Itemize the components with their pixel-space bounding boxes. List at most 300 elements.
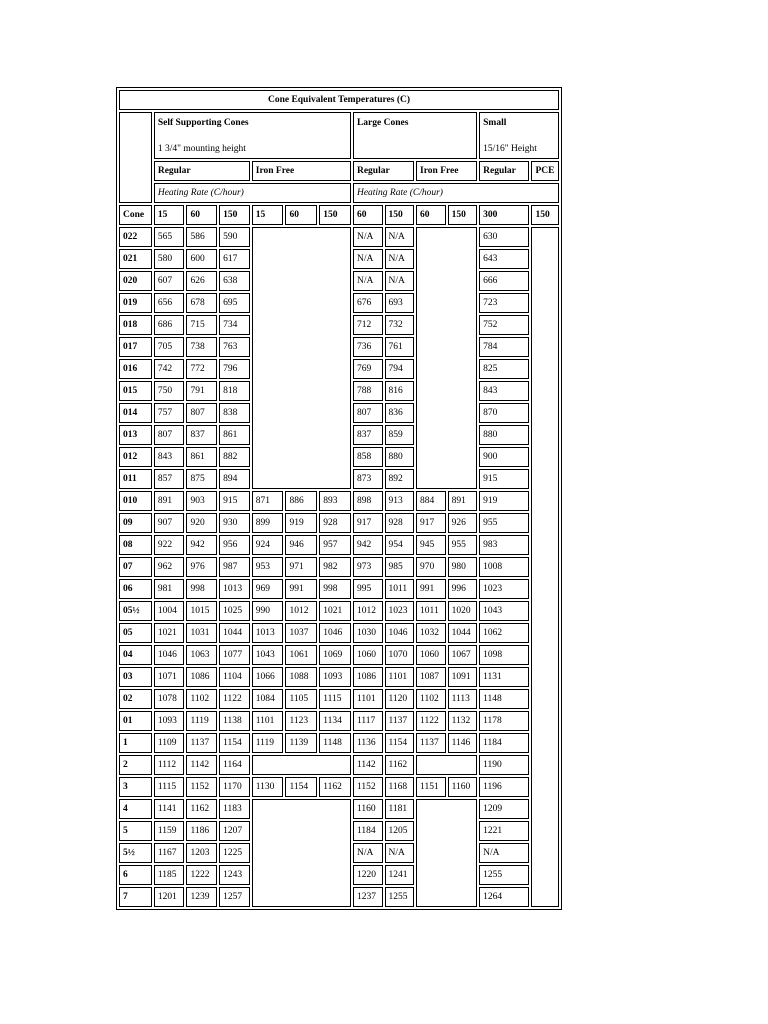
lg-iron-free-value: 891 [448, 491, 478, 511]
lg-iron-free-value: 1146 [448, 733, 478, 753]
cone-number: 017 [119, 337, 152, 357]
table-row [119, 535, 559, 555]
ss-regular-value: 565 [154, 227, 185, 247]
ss-regular-value: 1063 [186, 645, 217, 665]
table-row [119, 579, 559, 599]
table-row [119, 491, 559, 511]
sm-regular-value: 1196 [479, 777, 529, 797]
sm-regular-value: 723 [479, 293, 529, 313]
lg-iron-free-value: 955 [448, 535, 478, 555]
ss-iron-free-value: 899 [252, 513, 284, 533]
sm-regular-value: 1255 [479, 865, 529, 885]
ss-regular-value: 678 [186, 293, 217, 313]
lg-iron-free-value: 884 [416, 491, 446, 511]
cone-number: 08 [119, 535, 152, 555]
ss-regular-value: 1154 [219, 733, 250, 753]
lg-iron-free-value: 1067 [448, 645, 478, 665]
lg-regular-value: 880 [385, 447, 415, 467]
sm-regular-value: 1221 [479, 821, 529, 841]
ss-regular-value: 962 [154, 557, 185, 577]
lg-iron-free-value: 1122 [416, 711, 446, 731]
ss-regular-value: 1170 [219, 777, 250, 797]
lg-regular-value: 1136 [353, 733, 383, 753]
sm-regular-value: 919 [479, 491, 529, 511]
ss-regular-value: 586 [186, 227, 217, 247]
ss-regular-value: 1138 [219, 711, 250, 731]
ss-regular-value: 1142 [186, 755, 217, 775]
sm-regular-value: 1131 [479, 667, 529, 687]
lg-regular-value: 917 [353, 513, 383, 533]
cone-number: 09 [119, 513, 152, 533]
lg-regular-value: 1241 [385, 865, 415, 885]
sm-regular-value: 784 [479, 337, 529, 357]
type-lg-regular: Regular [353, 161, 414, 181]
sm-regular-value: 1184 [479, 733, 529, 753]
rate-header: 150 [319, 205, 351, 225]
table-row [119, 513, 559, 533]
cone-number: 021 [119, 249, 152, 269]
ss-iron-free-value: 886 [285, 491, 317, 511]
lg-iron-free-value: 1020 [448, 601, 478, 621]
ss-regular-value: 837 [186, 425, 217, 445]
lg-regular-value: 1255 [385, 887, 415, 907]
group-small-cones [479, 112, 559, 159]
lg-regular-value: 836 [385, 403, 415, 423]
sm-regular-value: 843 [479, 381, 529, 401]
cone-header-spacer [119, 112, 152, 203]
ss-regular-value: 1077 [219, 645, 250, 665]
ss-regular-value: 1086 [186, 667, 217, 687]
lg-iron-free-value: 917 [416, 513, 446, 533]
ss-regular-value: 942 [186, 535, 217, 555]
ss-iron-free-value: 1046 [319, 623, 351, 643]
table-row [119, 755, 559, 775]
ss-regular-value: 607 [154, 271, 185, 291]
ss-regular-value: 715 [186, 315, 217, 335]
lg-regular-value: 1030 [353, 623, 383, 643]
lg-iron-free-value: 1060 [416, 645, 446, 665]
cone-number: 02 [119, 689, 152, 709]
ss-regular-value: 920 [186, 513, 217, 533]
ss-regular-value: 1071 [154, 667, 185, 687]
sm-regular-value: 1098 [479, 645, 529, 665]
lg-regular-value: 693 [385, 293, 415, 313]
ss-regular-value: 1112 [154, 755, 185, 775]
ss-regular-value: 772 [186, 359, 217, 379]
lg-regular-value: 1237 [353, 887, 383, 907]
cone-number: 01 [119, 711, 152, 731]
ss-regular-value: 1225 [219, 843, 250, 863]
lg-regular-value: 807 [353, 403, 383, 423]
cone-number: 4 [119, 799, 152, 819]
sm-regular-value: 1062 [479, 623, 529, 643]
lg-regular-value: 1137 [385, 711, 415, 731]
ss-iron-free-value: 971 [285, 557, 317, 577]
cone-number: 7 [119, 887, 152, 907]
lg-regular-value: 1117 [353, 711, 383, 731]
ss-regular-value: 1013 [219, 579, 250, 599]
heating-rate-left: Heating Rate (C/hour) [154, 183, 351, 203]
lg-regular-value: 1152 [353, 777, 383, 797]
lg-iron-free-value: 945 [416, 535, 446, 555]
ss-regular-value: 903 [186, 491, 217, 511]
ss-regular-value: 1159 [154, 821, 185, 841]
cone-number: 019 [119, 293, 152, 313]
heating-rate-right: Heating Rate (C/hour) [353, 183, 559, 203]
rate-header: 15 [154, 205, 185, 225]
cone-number: 04 [119, 645, 152, 665]
ss-regular-value: 750 [154, 381, 185, 401]
table-row [119, 227, 559, 247]
ss-iron-free-empty [252, 755, 351, 775]
ss-regular-value: 882 [219, 447, 250, 467]
lg-regular-value: 1181 [385, 799, 415, 819]
lg-regular-value: N/A [385, 227, 415, 247]
ss-regular-value: 1025 [219, 601, 250, 621]
sm-regular-value: N/A [479, 843, 529, 863]
ss-regular-value: 1119 [186, 711, 217, 731]
rate-header: 150 [219, 205, 250, 225]
type-sm-regular: Regular [479, 161, 529, 181]
ss-regular-value: 1004 [154, 601, 185, 621]
lg-regular-value: 712 [353, 315, 383, 335]
ss-iron-free-value: 969 [252, 579, 284, 599]
lg-regular-value: N/A [353, 843, 383, 863]
ss-iron-free-value: 1037 [285, 623, 317, 643]
type-lg-iron-free: Iron Free [416, 161, 477, 181]
ss-regular-value: 915 [219, 491, 250, 511]
ss-iron-free-empty [252, 227, 351, 489]
ss-regular-value: 1239 [186, 887, 217, 907]
sm-regular-value: 666 [479, 271, 529, 291]
ss-iron-free-value: 1069 [319, 645, 351, 665]
rate-header: 60 [285, 205, 317, 225]
ss-regular-value: 875 [186, 469, 217, 489]
cone-number: 022 [119, 227, 152, 247]
ss-regular-value: 1186 [186, 821, 217, 841]
ss-regular-value: 1104 [219, 667, 250, 687]
cone-number: 012 [119, 447, 152, 467]
sm-regular-value: 825 [479, 359, 529, 379]
group-sub: 15/16" Height [483, 144, 537, 154]
ss-regular-value: 1257 [219, 887, 250, 907]
ss-iron-free-value: 1154 [285, 777, 317, 797]
ss-iron-free-value: 1021 [319, 601, 351, 621]
ss-iron-free-empty [252, 799, 351, 907]
ss-regular-value: 656 [154, 293, 185, 313]
lg-regular-value: 1101 [353, 689, 383, 709]
cone-number: 3 [119, 777, 152, 797]
lg-regular-value: N/A [353, 249, 383, 269]
lg-regular-value: 1012 [353, 601, 383, 621]
ss-iron-free-value: 919 [285, 513, 317, 533]
ss-regular-value: 1021 [154, 623, 185, 643]
cone-temperature-table [116, 87, 562, 910]
ss-regular-value: 1141 [154, 799, 185, 819]
rate-header: 300 [479, 205, 529, 225]
cone-number: 2 [119, 755, 152, 775]
rate-header: 60 [416, 205, 446, 225]
lg-regular-value: 1023 [385, 601, 415, 621]
lg-iron-free-empty [416, 227, 477, 489]
ss-regular-value: 838 [219, 403, 250, 423]
sm-regular-value: 1043 [479, 601, 529, 621]
lg-regular-value: 1086 [353, 667, 383, 687]
ss-regular-value: 998 [186, 579, 217, 599]
ss-iron-free-value: 953 [252, 557, 284, 577]
lg-regular-value: N/A [385, 249, 415, 269]
ss-iron-free-value: 1101 [252, 711, 284, 731]
ss-regular-value: 1109 [154, 733, 185, 753]
group-sub: 1 3/4" mounting height [157, 144, 246, 154]
lg-regular-value: 837 [353, 425, 383, 445]
table-row [119, 799, 559, 819]
ss-regular-value: 763 [219, 337, 250, 357]
lg-regular-value: 761 [385, 337, 415, 357]
sm-regular-value: 1264 [479, 887, 529, 907]
lg-regular-value: 1046 [385, 623, 415, 643]
lg-iron-free-value: 980 [448, 557, 478, 577]
sm-regular-value: 870 [479, 403, 529, 423]
lg-regular-value: 788 [353, 381, 383, 401]
lg-regular-value: 769 [353, 359, 383, 379]
ss-iron-free-value: 957 [319, 535, 351, 555]
table-row [119, 667, 559, 687]
ss-regular-value: 695 [219, 293, 250, 313]
ss-regular-value: 1167 [154, 843, 185, 863]
ss-regular-value: 1031 [186, 623, 217, 643]
rate-header: 150 [448, 205, 478, 225]
ss-iron-free-value: 1139 [285, 733, 317, 753]
cone-number: 010 [119, 491, 152, 511]
ss-regular-value: 981 [154, 579, 185, 599]
ss-regular-value: 1164 [219, 755, 250, 775]
table-row [119, 601, 559, 621]
ss-regular-value: 956 [219, 535, 250, 555]
ss-regular-value: 861 [219, 425, 250, 445]
ss-iron-free-value: 1013 [252, 623, 284, 643]
table-body [119, 227, 559, 907]
lg-regular-value: 954 [385, 535, 415, 555]
ss-regular-value: 843 [154, 447, 185, 467]
lg-iron-free-value: 1102 [416, 689, 446, 709]
sm-regular-value: 955 [479, 513, 529, 533]
ss-iron-free-value: 1093 [319, 667, 351, 687]
cone-number: 020 [119, 271, 152, 291]
lg-iron-free-value: 1091 [448, 667, 478, 687]
sm-regular-value: 1148 [479, 689, 529, 709]
lg-regular-value: 1162 [385, 755, 415, 775]
ss-regular-value: 1093 [154, 711, 185, 731]
rate-header: 60 [186, 205, 217, 225]
lg-regular-value: 892 [385, 469, 415, 489]
cone-number: 6 [119, 865, 152, 885]
table-row [119, 645, 559, 665]
cone-number: 5 [119, 821, 152, 841]
lg-regular-value: 1070 [385, 645, 415, 665]
lg-regular-value: N/A [353, 271, 383, 291]
lg-iron-free-value: 1132 [448, 711, 478, 731]
group-label: Large Cones [356, 118, 409, 128]
lg-regular-value: 1154 [385, 733, 415, 753]
ss-regular-value: 742 [154, 359, 185, 379]
group-label: Self Supporting Cones [157, 118, 249, 128]
ss-regular-value: 861 [186, 447, 217, 467]
rate-header: 150 [385, 205, 415, 225]
ss-iron-free-value: 998 [319, 579, 351, 599]
ss-regular-value: 922 [154, 535, 185, 555]
lg-regular-value: 873 [353, 469, 383, 489]
cone-number: 016 [119, 359, 152, 379]
sm-regular-value: 1008 [479, 557, 529, 577]
ss-iron-free-value: 871 [252, 491, 284, 511]
table-title: Cone Equivalent Temperatures (C) [119, 90, 559, 110]
sm-regular-value: 983 [479, 535, 529, 555]
type-ss-regular: Regular [154, 161, 250, 181]
sm-regular-value: 900 [479, 447, 529, 467]
lg-regular-value: N/A [353, 227, 383, 247]
lg-regular-value: 1101 [385, 667, 415, 687]
ss-regular-value: 1203 [186, 843, 217, 863]
lg-regular-value: 816 [385, 381, 415, 401]
lg-iron-free-value: 1044 [448, 623, 478, 643]
ss-regular-value: 907 [154, 513, 185, 533]
table-row [119, 557, 559, 577]
cone-number: 05½ [119, 601, 152, 621]
group-label: Small [483, 118, 507, 128]
ss-regular-value: 987 [219, 557, 250, 577]
group-large-cones [353, 112, 477, 159]
ss-iron-free-value: 1123 [285, 711, 317, 731]
lg-regular-value: 1205 [385, 821, 415, 841]
lg-iron-free-value: 1151 [416, 777, 446, 797]
lg-regular-value: N/A [385, 271, 415, 291]
cone-number: 014 [119, 403, 152, 423]
cone-column-header: Cone [119, 205, 152, 225]
lg-iron-free-value: 926 [448, 513, 478, 533]
lg-regular-value: 1184 [353, 821, 383, 841]
lg-iron-free-value: 996 [448, 579, 478, 599]
lg-iron-free-value: 1011 [416, 601, 446, 621]
sm-regular-value: 630 [479, 227, 529, 247]
lg-regular-value: 1060 [353, 645, 383, 665]
sm-regular-value: 1190 [479, 755, 529, 775]
lg-regular-value: 995 [353, 579, 383, 599]
ss-iron-free-value: 1148 [319, 733, 351, 753]
lg-iron-free-value: 1113 [448, 689, 478, 709]
cone-number: 011 [119, 469, 152, 489]
ss-regular-value: 1078 [154, 689, 185, 709]
lg-regular-value: 859 [385, 425, 415, 445]
ss-regular-value: 1207 [219, 821, 250, 841]
lg-regular-value: N/A [385, 843, 415, 863]
ss-regular-value: 626 [186, 271, 217, 291]
ss-regular-value: 791 [186, 381, 217, 401]
rate-header-row [119, 205, 559, 225]
ss-regular-value: 1222 [186, 865, 217, 885]
ss-regular-value: 686 [154, 315, 185, 335]
ss-regular-value: 930 [219, 513, 250, 533]
type-sm-pce: PCE [531, 161, 559, 181]
lg-regular-value: 858 [353, 447, 383, 467]
lg-regular-value: 1160 [353, 799, 383, 819]
ss-regular-value: 818 [219, 381, 250, 401]
ss-iron-free-value: 1043 [252, 645, 284, 665]
ss-regular-value: 738 [186, 337, 217, 357]
lg-iron-free-value: 1087 [416, 667, 446, 687]
ss-regular-value: 1243 [219, 865, 250, 885]
cone-number: 013 [119, 425, 152, 445]
lg-regular-value: 1168 [385, 777, 415, 797]
sm-regular-value: 915 [479, 469, 529, 489]
lg-iron-free-empty [416, 799, 477, 907]
ss-regular-value: 638 [219, 271, 250, 291]
lg-regular-value: 1011 [385, 579, 415, 599]
lg-regular-value: 676 [353, 293, 383, 313]
ss-regular-value: 1183 [219, 799, 250, 819]
lg-regular-value: 913 [385, 491, 415, 511]
ss-iron-free-value: 1105 [285, 689, 317, 709]
table-row [119, 733, 559, 753]
ss-iron-free-value: 924 [252, 535, 284, 555]
group-self-supporting-cones [154, 112, 351, 159]
lg-regular-value: 928 [385, 513, 415, 533]
ss-iron-free-value: 1162 [319, 777, 351, 797]
lg-regular-value: 1142 [353, 755, 383, 775]
sm-regular-value: 880 [479, 425, 529, 445]
lg-regular-value: 985 [385, 557, 415, 577]
ss-regular-value: 857 [154, 469, 185, 489]
ss-regular-value: 617 [219, 249, 250, 269]
sm-regular-value: 1209 [479, 799, 529, 819]
ss-regular-value: 757 [154, 403, 185, 423]
lg-iron-free-value: 1032 [416, 623, 446, 643]
sm-regular-value: 643 [479, 249, 529, 269]
ss-regular-value: 891 [154, 491, 185, 511]
rate-header: 150 [531, 205, 559, 225]
ss-regular-value: 580 [154, 249, 185, 269]
ss-iron-free-value: 946 [285, 535, 317, 555]
cone-number: 5½ [119, 843, 152, 863]
ss-regular-value: 807 [186, 403, 217, 423]
ss-regular-value: 807 [154, 425, 185, 445]
ss-regular-value: 1115 [154, 777, 185, 797]
ss-regular-value: 796 [219, 359, 250, 379]
ss-regular-value: 734 [219, 315, 250, 335]
ss-iron-free-value: 1119 [252, 733, 284, 753]
rate-header: 15 [252, 205, 284, 225]
ss-regular-value: 1046 [154, 645, 185, 665]
lg-regular-value: 736 [353, 337, 383, 357]
cone-number: 03 [119, 667, 152, 687]
ss-regular-value: 1162 [186, 799, 217, 819]
lg-regular-value: 794 [385, 359, 415, 379]
ss-regular-value: 1015 [186, 601, 217, 621]
ss-regular-value: 1201 [154, 887, 185, 907]
ss-regular-value: 600 [186, 249, 217, 269]
cone-number: 018 [119, 315, 152, 335]
ss-regular-value: 705 [154, 337, 185, 357]
ss-iron-free-value: 1115 [319, 689, 351, 709]
lg-regular-value: 1120 [385, 689, 415, 709]
ss-regular-value: 1044 [219, 623, 250, 643]
table-row [119, 711, 559, 731]
ss-iron-free-value: 1061 [285, 645, 317, 665]
lg-iron-free-value: 970 [416, 557, 446, 577]
lg-regular-value: 942 [353, 535, 383, 555]
ss-iron-free-value: 1130 [252, 777, 284, 797]
ss-iron-free-value: 928 [319, 513, 351, 533]
